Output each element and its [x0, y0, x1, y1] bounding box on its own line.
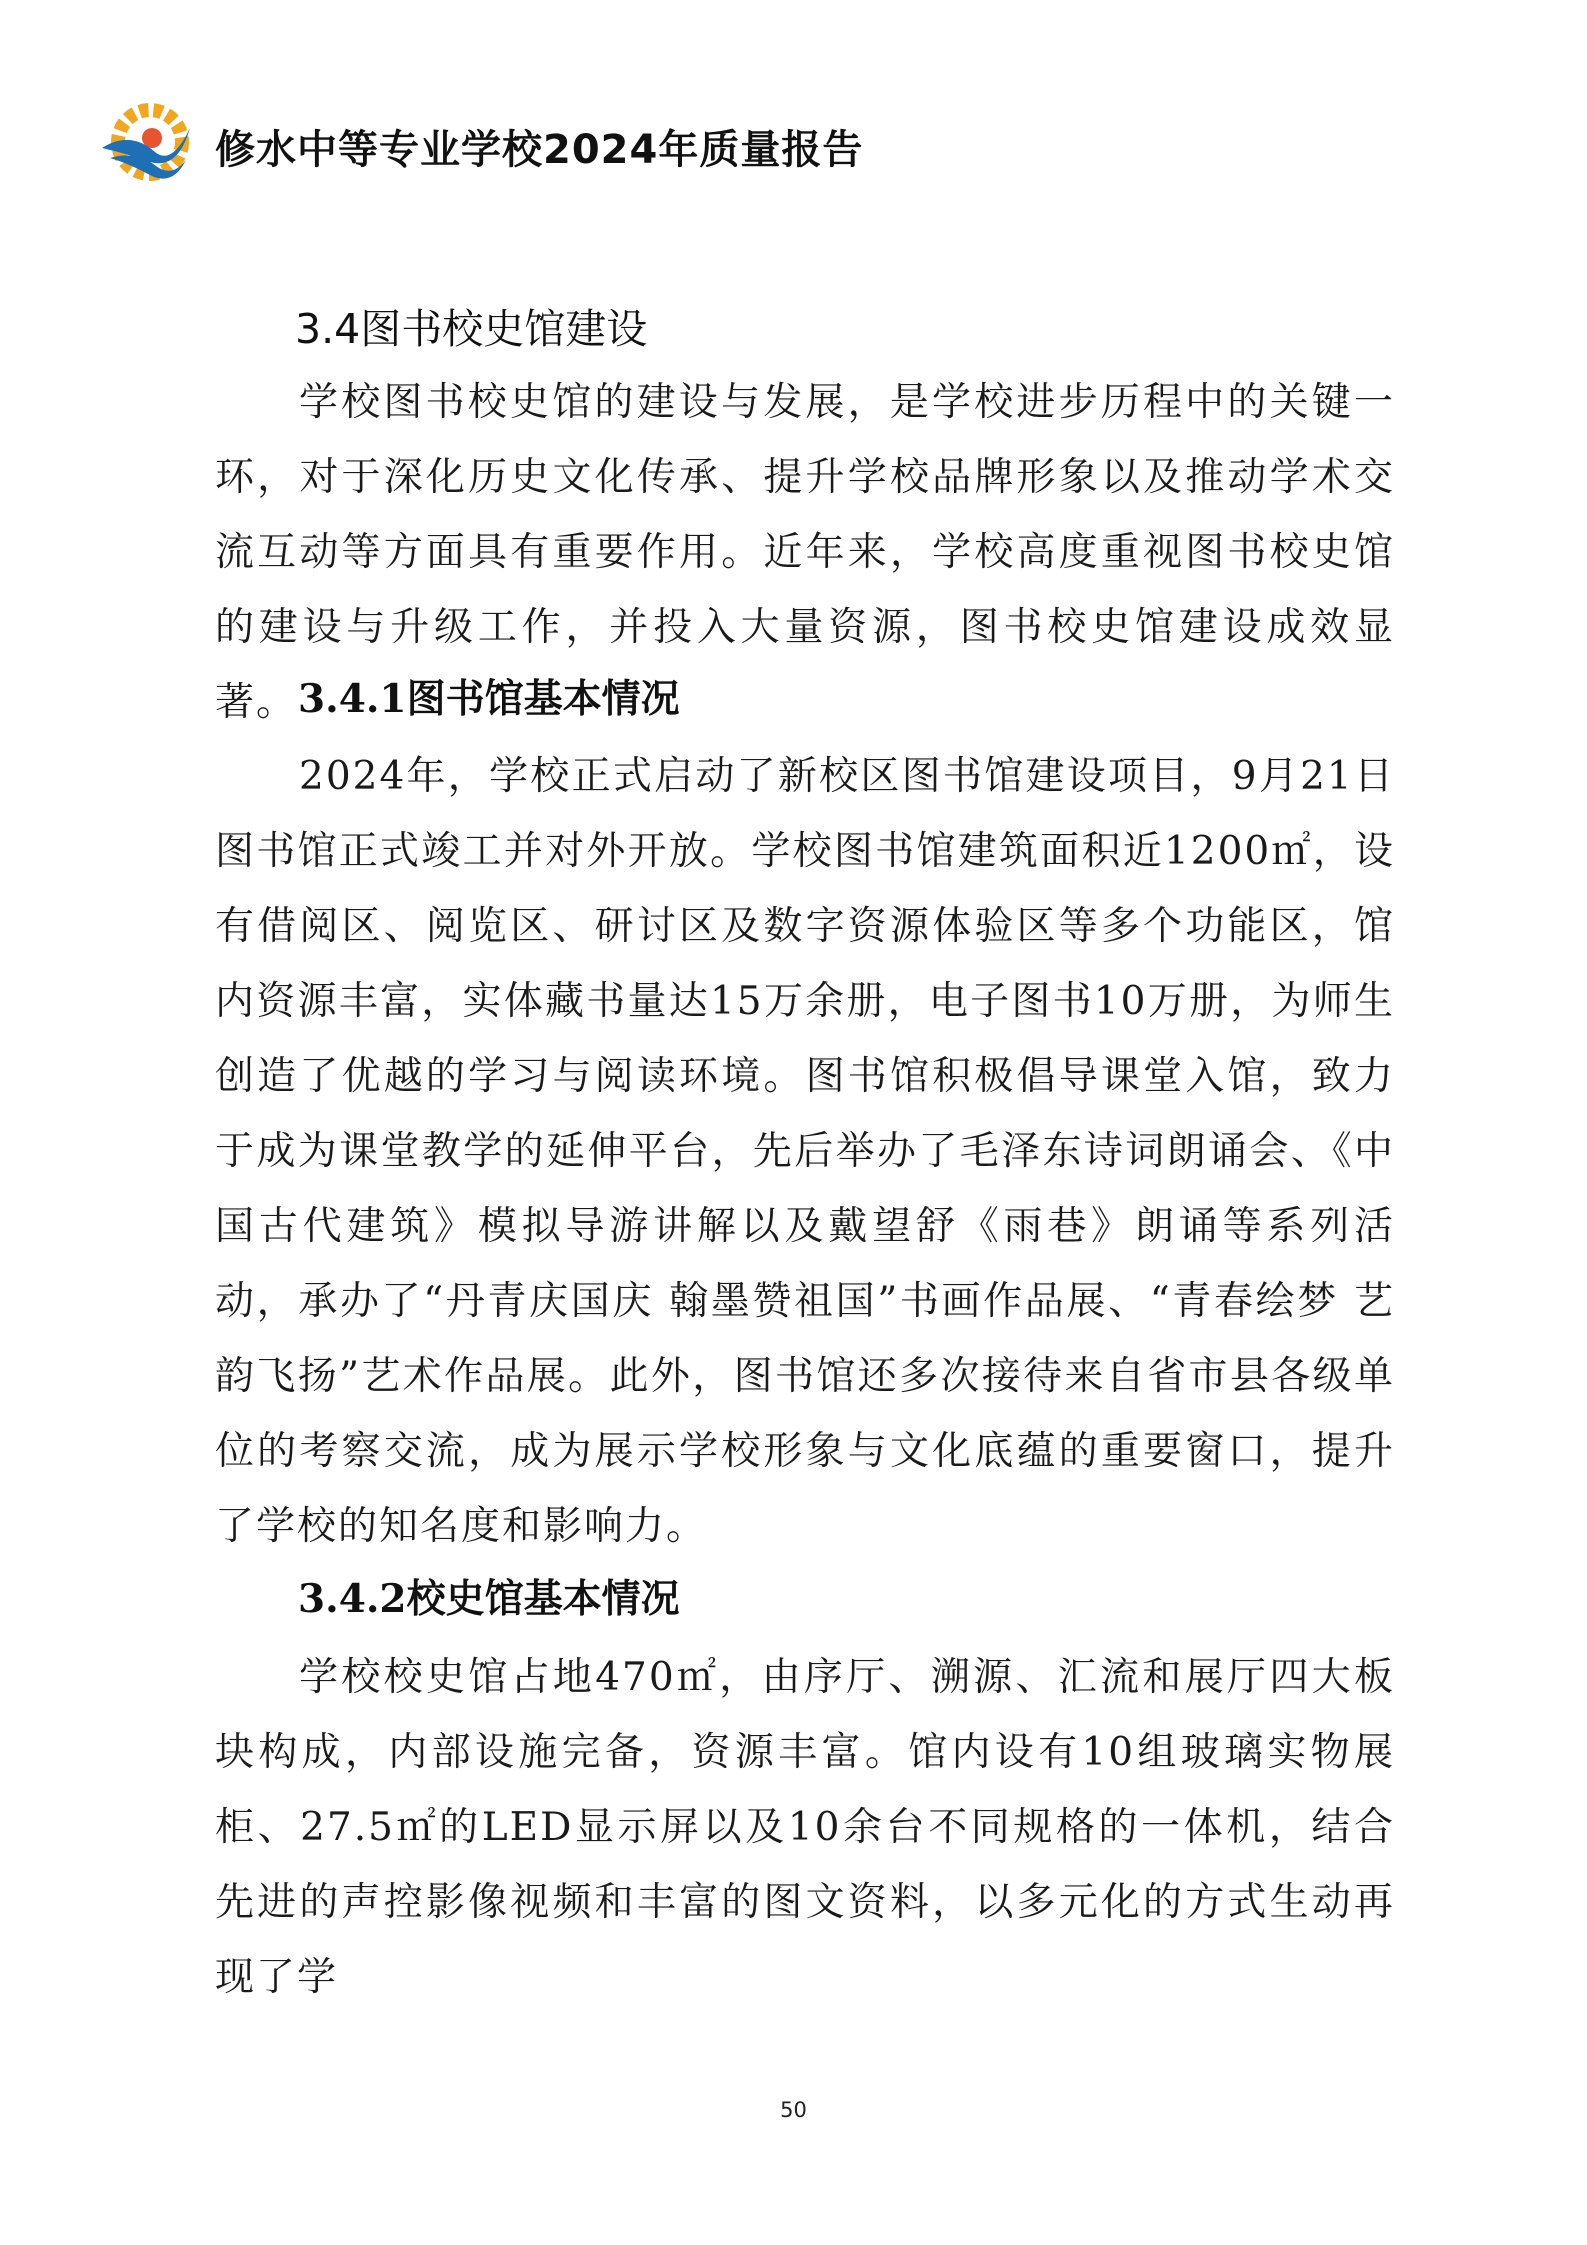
section-3-4-paragraph: 学校图书校史馆的建设与发展，是学校进步历程中的关键一环，对于深化历史文化传承、提升学校品牌形象以及推动学术交流互动等方面具有重要作用。近年来，学校高度重视图书校史馆的建设与升级工作，并投入大量资源，图书校史馆建设成效显著。 [215, 380, 1395, 725]
section-3-4-1-paragraph: 2024年，学校正式启动了新校区图书馆建设项目，9月21日图书馆正式竣工并对外开放。学校图书馆建筑面积近1200㎡，设有借阅区、阅览区、研讨区及数字资源体验区等多个功能区，馆内资源丰富，实体藏书量达15万余册，电子图书10万册，为师生创造了优越的学习与阅读环境。图书馆积极倡导课堂入馆，致力于成为课堂教学的延伸平台，先后举办了毛泽东诗词朗诵会、《中国古代建筑》模拟导游讲解以及戴望舒《雨巷》朗诵等系列活动，承办了“丹青庆国庆 翰墨赞祖国”书画作品展、“青春绘梦 艺韵飞扬”艺术作品展。此外，图书馆还多次接待来自省市县各级单位的考察交流，成为展示学校形象与文化底蕴的重要窗口，提升了学校的知名度和影响力。 [215, 754, 1395, 1549]
section-heading-3-4: 3.4图书校史馆建设 [295, 305, 648, 353]
page-header [100, 98, 1400, 188]
section-heading-3-4-1: 3.4.1图书馆基本情况 [298, 676, 680, 722]
report-title: 修水中等专业学校2024年质量报告 [215, 127, 864, 173]
section-3-4-2-paragraph: 学校校史馆占地470㎡，由序厅、溯源、汇流和展厅四大板块构成，内部设施完备，资源丰富。馆内设有10组玻璃实物展柜、27.5㎡的LED显示屏以及10余台不同规格的一体机，结合先进的声控影像视频和丰富的图文资料，以多元化的方式生动再现了学 [215, 1655, 1395, 2000]
section-heading-3-4-2: 3.4.2校史馆基本情况 [298, 1576, 680, 1622]
school-logo-icon [100, 98, 192, 188]
page-number: 50 [780, 2098, 807, 2122]
